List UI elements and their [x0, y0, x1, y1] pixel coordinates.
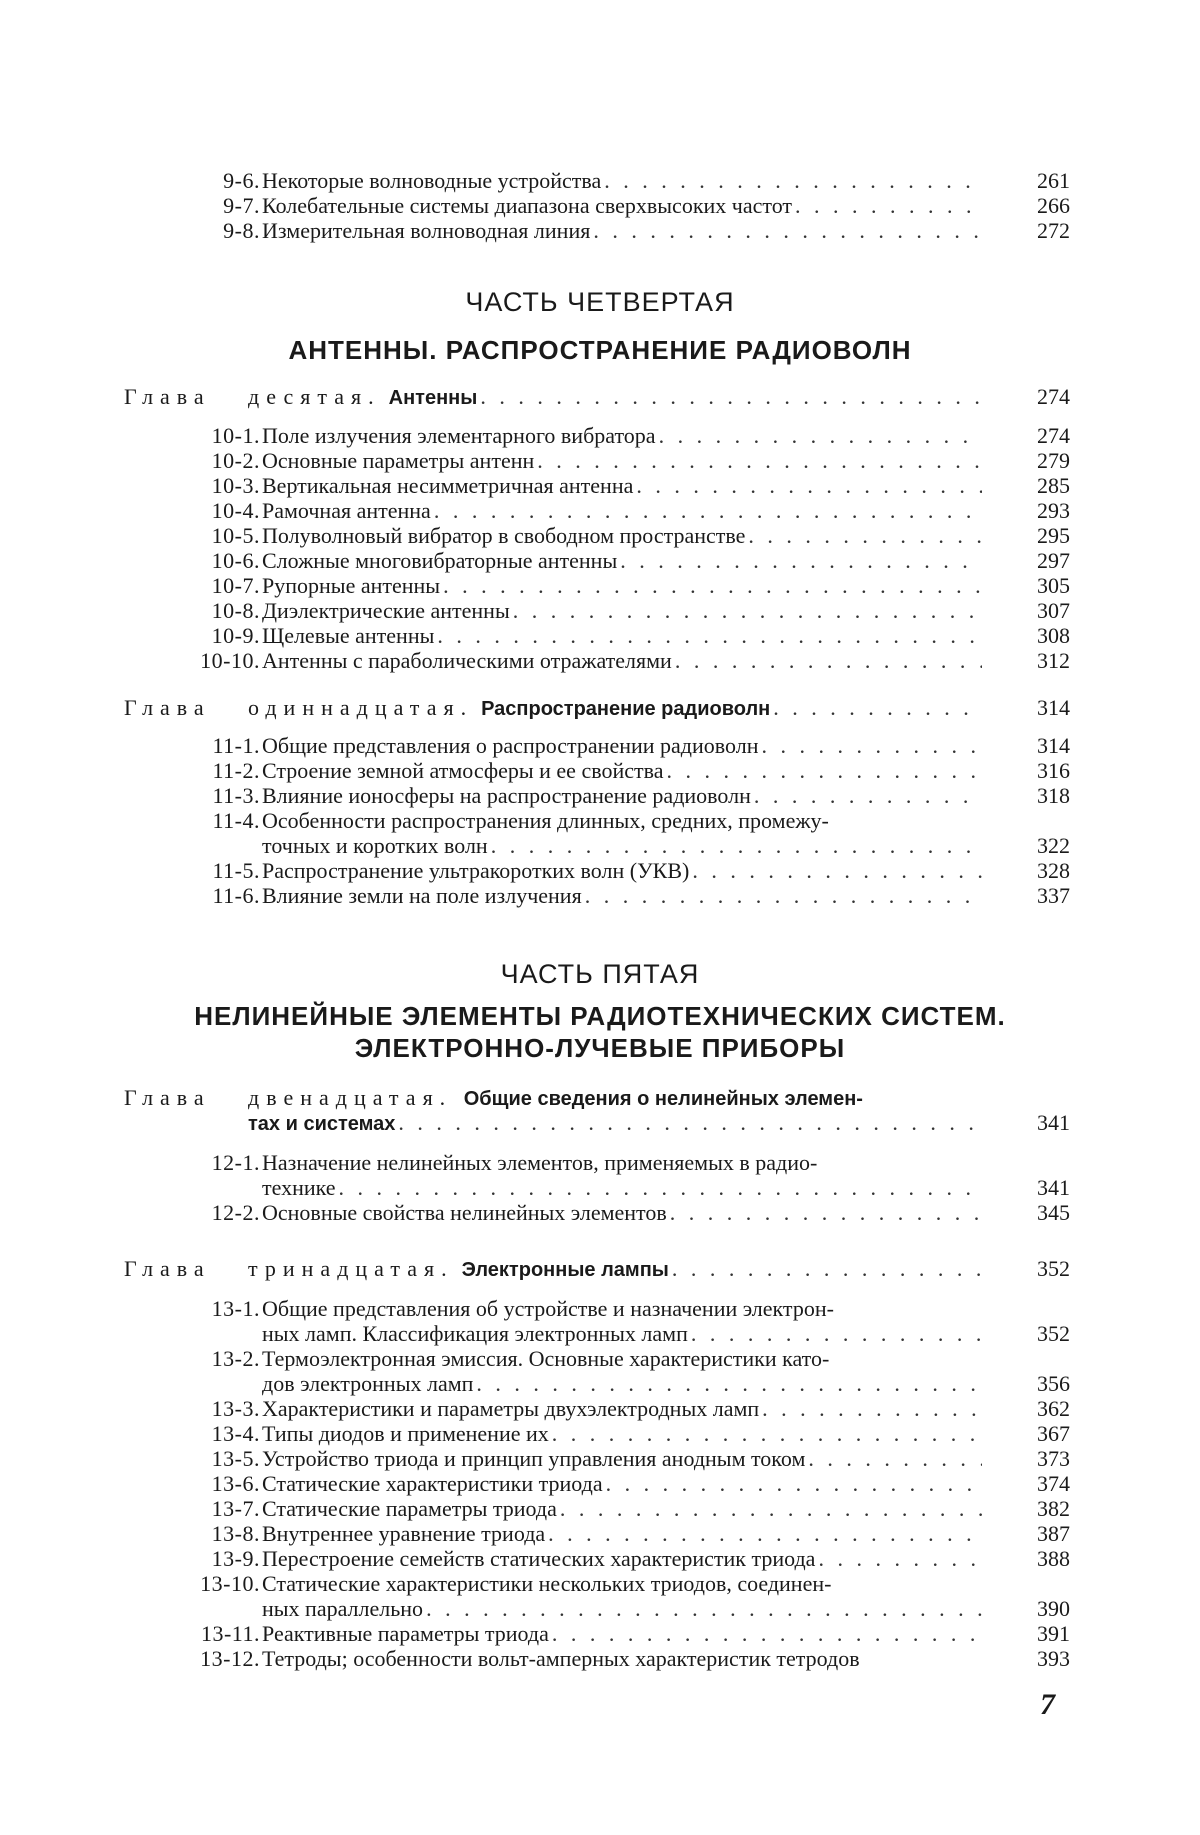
- leader-dots: [603, 1471, 982, 1496]
- section-title: Устройство триода и принцип управления анодным током: [262, 1446, 806, 1471]
- leader-dots: [751, 783, 982, 808]
- leader-dots: [549, 1621, 982, 1646]
- section-title-line: Общие представления об устройстве и назначении электрон-: [262, 1296, 834, 1321]
- leader-dots: [488, 833, 982, 858]
- section-number: 13-1.: [211, 1296, 260, 1321]
- section-title-line: технике: [262, 1175, 336, 1200]
- chapter-word: Глава: [124, 384, 211, 409]
- page-number: 382: [1037, 1496, 1070, 1521]
- section-number: 13-5.: [211, 1446, 260, 1471]
- page-number: 272: [1037, 218, 1070, 243]
- leader-dots: [545, 1521, 982, 1546]
- leader-dots: [669, 1256, 982, 1281]
- chapter-word: Глава: [124, 1256, 211, 1281]
- page-number: 387: [1037, 1521, 1070, 1546]
- section-title-line: Термоэлектронная эмиссия. Основные характеристики като-: [262, 1346, 830, 1371]
- section-number: 13-12.: [200, 1646, 260, 1671]
- page-number: 352: [1037, 1256, 1070, 1281]
- section-title-line: дов электронных ламп: [262, 1371, 474, 1396]
- leader-dots: [534, 448, 982, 473]
- page-number: 261: [1037, 168, 1070, 193]
- section-title: Тетроды; особенности вольт-амперных характеристик тетродов: [262, 1646, 860, 1671]
- chapter-ordinal: тринадцатая.: [248, 1256, 454, 1281]
- page-number: 274: [1037, 423, 1070, 448]
- page-number: 345: [1037, 1200, 1070, 1225]
- leader-dots: [667, 1200, 982, 1225]
- leader-dots: [815, 1546, 982, 1571]
- section-title: Распространение ультракоротких волн (УКВ): [262, 858, 690, 883]
- part-title-line: НЕЛИНЕЙНЫЕ ЭЛЕМЕНТЫ РАДИОТЕХНИЧЕСКИХ СИСТЕМ.: [194, 1001, 1006, 1031]
- leader-dots: [656, 423, 982, 448]
- chapter-word: Глава: [124, 695, 211, 720]
- section-title: Щелевые антенны: [262, 623, 435, 648]
- section-title: Сложные многовибраторные антенны: [262, 548, 618, 573]
- chapter-ordinal: одиннадцатая.: [248, 695, 474, 720]
- section-number: 10-6.: [211, 548, 260, 573]
- page-folio: 7: [1040, 1688, 1055, 1721]
- chapter-title: Антенны: [388, 387, 478, 409]
- page-number: 316: [1037, 758, 1070, 783]
- section-number: 9-8.: [223, 218, 260, 243]
- section-number: 13-8.: [211, 1521, 260, 1546]
- leader-dots: [395, 1110, 982, 1135]
- leader-dots: [688, 1321, 982, 1346]
- leader-dots: [633, 473, 982, 498]
- leader-dots: [758, 733, 982, 758]
- page-number: 293: [1037, 498, 1070, 523]
- page-number: 322: [1037, 833, 1070, 858]
- section-title-line: ных ламп. Классификация электронных ламп: [262, 1321, 688, 1346]
- section-number: 13-11.: [200, 1621, 260, 1646]
- leader-dots: [689, 858, 982, 883]
- section-title: Поле излучения элементарного вибратора: [262, 423, 656, 448]
- section-title: Статические параметры триода: [262, 1496, 557, 1521]
- section-title-line: Особенности распространения длинных, средних, промежу-: [262, 808, 829, 833]
- section-number: 10-5.: [211, 523, 260, 548]
- page-number: 285: [1037, 473, 1070, 498]
- page-number: 314: [1037, 695, 1070, 720]
- page-number: 314: [1037, 733, 1070, 758]
- page-number: 373: [1037, 1446, 1070, 1471]
- page-number: 388: [1037, 1546, 1070, 1571]
- chapter-ordinal: двенадцатая.: [248, 1085, 453, 1110]
- leader-dots: [590, 218, 982, 243]
- leader-dots: [473, 1371, 982, 1396]
- section-number: 13-6.: [211, 1471, 260, 1496]
- leader-dots: [477, 384, 982, 409]
- leader-dots: [510, 598, 982, 623]
- page-number: 279: [1037, 448, 1070, 473]
- section-number: 11-5.: [212, 858, 260, 883]
- page-number: 391: [1037, 1621, 1070, 1646]
- page-number: 328: [1037, 858, 1070, 883]
- section-title-line: ных параллельно: [262, 1596, 424, 1621]
- section-title: Строение земной атмосферы и ее свойства: [262, 758, 664, 783]
- page-number: 362: [1037, 1396, 1070, 1421]
- leader-dots: [440, 573, 982, 598]
- section-number: 12-1.: [211, 1150, 260, 1175]
- section-title: Основные параметры антенн: [262, 448, 535, 473]
- section-number: 13-2.: [211, 1346, 260, 1371]
- section-title: Характеристики и параметры двухэлектродных ламп: [262, 1396, 760, 1421]
- chapter-title-line: Общие сведения о нелинейных элемен-: [463, 1088, 863, 1110]
- page-number: 297: [1037, 548, 1070, 573]
- section-title: Рупорные антенны: [262, 573, 441, 598]
- leader-dots: [770, 695, 982, 720]
- page-number: 305: [1037, 573, 1070, 598]
- section-number: 11-2.: [212, 758, 260, 783]
- section-title: Статические характеристики триода: [262, 1471, 603, 1496]
- toc-entry: [0, 808, 1200, 858]
- leader-dots: [601, 168, 982, 193]
- page-number: 274: [1037, 384, 1070, 409]
- page-number: 266: [1037, 193, 1070, 218]
- section-number: 10-7.: [211, 573, 260, 598]
- section-number: 11-6.: [212, 883, 260, 908]
- section-number: 9-7.: [223, 193, 260, 218]
- part-heading: ЧАСТЬ ЧЕТВЕРТАЯ: [465, 287, 735, 317]
- section-title: Антенны с параболическими отражателями: [262, 648, 672, 673]
- chapter-title-line: тах и системах: [248, 1113, 396, 1135]
- section-number: 13-9.: [211, 1546, 260, 1571]
- page-number: 390: [1037, 1596, 1070, 1621]
- toc-entry: [0, 1346, 1200, 1396]
- leader-dots: [423, 1596, 982, 1621]
- toc-entry: [0, 1150, 1200, 1200]
- page-number: 393: [1037, 1646, 1070, 1671]
- leader-dots: [434, 623, 982, 648]
- chapter-ordinal: десятая.: [248, 384, 381, 409]
- section-title: Влияние земли на поле излучения: [262, 883, 582, 908]
- leader-dots: [663, 758, 982, 783]
- part-heading: ЧАСТЬ ПЯТАЯ: [500, 959, 700, 989]
- page-number: 308: [1037, 623, 1070, 648]
- section-number: 13-10.: [200, 1571, 260, 1596]
- section-title: Измерительная волноводная линия: [262, 218, 591, 243]
- section-title: Вертикальная несимметричная антенна: [262, 473, 634, 498]
- section-number: 10-3.: [211, 473, 260, 498]
- section-number: 11-3.: [212, 783, 260, 808]
- section-number: 13-4.: [211, 1421, 260, 1446]
- section-title: Влияние ионосферы на распространение радиоволн: [262, 783, 751, 808]
- section-title: Диэлектрические антенны: [262, 598, 510, 623]
- page-number: 374: [1037, 1471, 1070, 1496]
- chapter-title: Распространение радиоволн: [481, 698, 771, 720]
- leader-dots: [805, 1446, 982, 1471]
- section-title: Полуволновый вибратор в свободном пространстве: [262, 523, 746, 548]
- section-title-line: точных и коротких волн: [262, 833, 488, 858]
- section-title: Перестроение семейств статических характеристик триода: [262, 1546, 816, 1571]
- section-number: 10-10.: [200, 648, 260, 673]
- page-number: 341: [1037, 1175, 1070, 1200]
- page-number: 307: [1037, 598, 1070, 623]
- leader-dots: [617, 548, 982, 573]
- part-title-line: ЭЛЕКТРОННО-ЛУЧЕВЫЕ ПРИБОРЫ: [354, 1033, 846, 1063]
- chapter-title: Электронные лампы: [461, 1259, 669, 1281]
- section-title: Типы диодов и применение их: [262, 1421, 549, 1446]
- leader-dots: [557, 1496, 982, 1521]
- section-number: 9-6.: [223, 168, 260, 193]
- section-number: 11-1.: [212, 733, 260, 758]
- page-number: 352: [1037, 1321, 1070, 1346]
- section-number: 10-8.: [211, 598, 260, 623]
- section-number: 11-4.: [212, 808, 260, 833]
- section-title: Рамочная антенна: [262, 498, 431, 523]
- leader-dots: [792, 193, 982, 218]
- section-title: Колебательные системы диапазона сверхвысоких частот: [262, 193, 793, 218]
- section-number: 10-1.: [211, 423, 260, 448]
- page-number: 318: [1037, 783, 1070, 808]
- section-title: Реактивные параметры триода: [262, 1621, 549, 1646]
- toc-entry: [0, 1571, 1200, 1621]
- section-number: 10-9.: [211, 623, 260, 648]
- page-number: 341: [1037, 1110, 1070, 1135]
- leader-dots: [336, 1175, 982, 1200]
- part-title: АНТЕННЫ. РАСПРОСТРАНЕНИЕ РАДИОВОЛН: [288, 335, 912, 365]
- section-title: Общие представления о распространении радиоволн: [262, 733, 759, 758]
- leader-dots: [672, 648, 982, 673]
- leader-dots: [582, 883, 982, 908]
- section-number: 12-2.: [211, 1200, 260, 1225]
- section-title: Основные свойства нелинейных элементов: [262, 1200, 667, 1225]
- chapter-word: Глава: [124, 1085, 211, 1110]
- page-number: 295: [1037, 523, 1070, 548]
- leader-dots: [759, 1396, 982, 1421]
- section-number: 13-7.: [211, 1496, 260, 1521]
- leader-dots: [549, 1421, 982, 1446]
- page-number: 367: [1037, 1421, 1070, 1446]
- section-number: 13-3.: [211, 1396, 260, 1421]
- section-title: Внутреннее уравнение триода: [262, 1521, 546, 1546]
- page-number: 356: [1037, 1371, 1070, 1396]
- leader-dots: [745, 523, 982, 548]
- toc-entry: [0, 1296, 1200, 1346]
- leader-dots: [431, 498, 982, 523]
- section-title-line: Статические характеристики нескольких триодов, соединен-: [262, 1571, 832, 1596]
- section-title-line: Назначение нелинейных элементов, применяемых в радио-: [262, 1150, 818, 1175]
- section-number: 10-4.: [211, 498, 260, 523]
- chapter-heading: [0, 1085, 1200, 1135]
- section-title: Некоторые волноводные устройства: [262, 168, 602, 193]
- page-number: 337: [1037, 883, 1070, 908]
- page-number: 312: [1037, 648, 1070, 673]
- section-number: 10-2.: [211, 448, 260, 473]
